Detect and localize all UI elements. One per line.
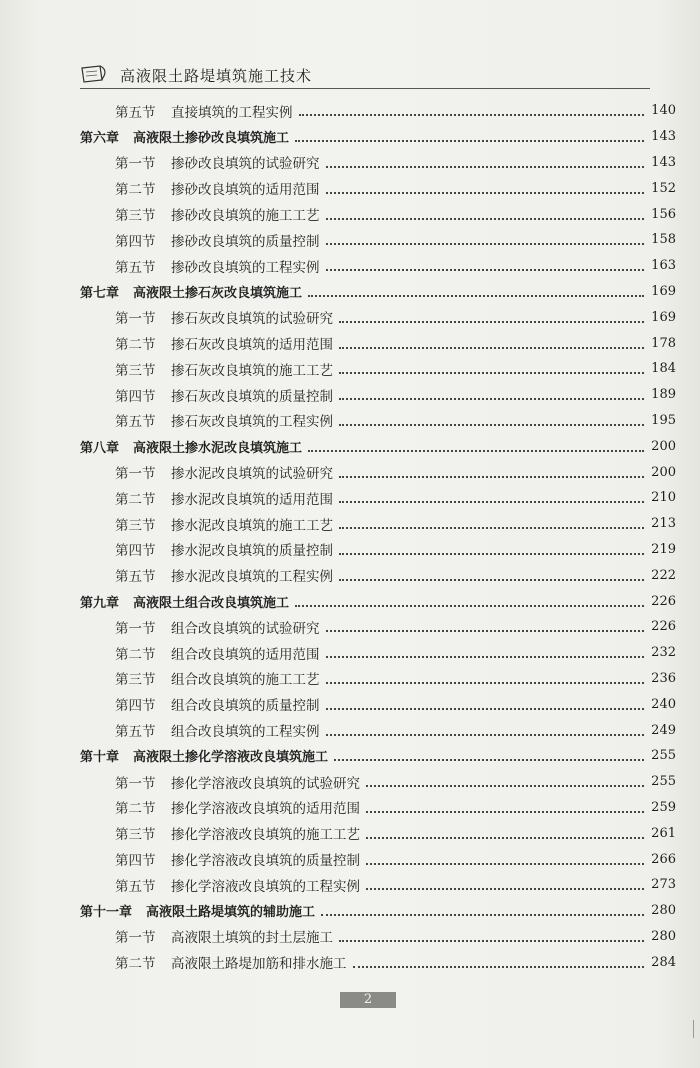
toc-entry-page: 280 [651,928,676,944]
dot-leader [339,552,644,555]
toc-entry-page: 226 [651,593,676,609]
toc-section-row [80,640,676,666]
toc-entry-number: 第二节 [115,182,156,199]
toc-entry-title: 掺石灰改良填筑的试验研究 [171,311,333,328]
toc-section-row [80,227,676,253]
toc-entry-number: 第六章 [80,131,120,147]
toc-section-row [80,795,676,821]
toc-entry-number: 第五节 [115,724,156,741]
dot-leader [339,371,644,374]
toc-entry-number: 第九章 [80,595,120,611]
toc-section-row [80,408,676,434]
toc-entry-number: 第五节 [115,414,156,431]
toc-entry-title: 掺砂改良填筑的适用范围 [171,182,320,199]
dot-leader [326,242,645,245]
dot-leader [339,423,644,426]
toc-entry-number: 第一节 [115,156,156,173]
toc-section-row [80,98,676,124]
toc-entry-page: 189 [651,387,676,403]
toc-chapter-row [80,279,676,305]
toc-entry-title: 高液限土掺化学溶液改良填筑施工 [133,750,329,766]
toc-entry-number: 第二节 [115,646,156,663]
toc-entry-number: 第二节 [115,491,156,508]
toc-entry-page: 259 [651,799,676,815]
toc-entry-title: 掺石灰改良填筑的施工工艺 [171,362,333,379]
header-divider [80,88,650,89]
toc-entry-title: 高液限土填筑的封土层施工 [171,930,333,947]
toc-entry-title: 掺砂改良填筑的施工工艺 [171,208,320,225]
toc-entry-page: 236 [651,670,676,686]
toc-entry-title: 掺砂改良填筑的试验研究 [171,156,320,173]
toc-entry-page: 178 [651,335,676,351]
toc-section-row [80,150,676,176]
dot-leader [339,500,644,503]
toc-entry-title: 掺石灰改良填筑的工程实例 [171,414,333,431]
toc-section-row [80,511,676,537]
toc-entry-title: 掺砂改良填筑的质量控制 [171,233,320,250]
toc-entry-number: 第四节 [115,698,156,715]
toc-entry-number: 第八章 [80,440,120,456]
toc-entry-page: 232 [651,645,676,661]
toc-section-row [80,717,676,743]
toc-entry-title: 组合改良填筑的试验研究 [171,620,320,637]
toc-entry-number: 第十一章 [80,905,133,921]
dot-leader [339,475,644,478]
toc-entry-title: 掺砂改良填筑的工程实例 [171,259,320,276]
toc-chapter-row [80,743,676,769]
toc-entry-page: 169 [651,283,676,299]
toc-entry-title: 掺化学溶液改良填筑的施工工艺 [171,827,360,844]
dot-leader [326,165,645,168]
dot-leader [308,449,644,452]
toc-entry-number: 第三节 [115,672,156,689]
toc-entry-page: 143 [651,129,676,145]
toc-chapter-row [80,898,676,924]
dot-leader [366,836,644,839]
toc-entry-title: 组合改良填筑的质量控制 [171,698,320,715]
toc-entry-number: 第一节 [115,466,156,483]
running-header [80,62,650,88]
toc-entry-page: 249 [651,722,676,738]
toc-entry-number: 第二节 [115,801,156,818]
toc-entry-page: 140 [651,103,676,119]
dot-leader [353,965,645,968]
toc-entry-page: 266 [651,851,676,867]
toc-entry-page: 156 [651,206,676,222]
toc-section-row [80,537,676,563]
toc-section-row [80,201,676,227]
dot-leader [366,810,644,813]
dot-leader [326,707,645,710]
toc-entry-page: 184 [651,361,676,377]
toc-entry-title: 高液限土掺水泥改良填筑施工 [133,440,303,456]
dot-leader [366,887,644,890]
dot-leader [326,655,645,658]
toc-entry-number: 第一节 [115,620,156,637]
toc-entry-title: 掺化学溶液改良填筑的质量控制 [171,853,360,869]
toc-chapter-row [80,588,676,614]
toc-entry-title: 掺水泥改良填筑的适用范围 [171,491,333,508]
toc-entry-title: 高液限土组合改良填筑施工 [133,595,290,611]
dot-leader [321,913,644,916]
toc-entry-page: 158 [651,232,676,248]
dot-leader [334,758,644,761]
toc-entry-number: 第四节 [115,543,156,560]
dot-leader [339,346,644,349]
dot-leader [308,294,644,297]
toc-section-row [80,666,676,692]
toc-entry-page: 210 [651,490,676,506]
table-of-contents [80,98,676,975]
toc-entry-number: 第五节 [115,569,156,586]
toc-entry-page: 213 [651,516,676,532]
dot-leader [366,862,644,865]
toc-entry-title: 组合改良填筑的施工工艺 [171,672,320,689]
toc-entry-number: 第二节 [115,956,156,973]
toc-entry-number: 第二节 [115,337,156,354]
toc-entry-number: 第三节 [115,517,156,534]
toc-section-row [80,614,676,640]
page-edge-mark [693,1020,694,1038]
dot-leader [326,629,645,632]
dot-leader [339,320,644,323]
toc-entry-title: 掺化学溶液改良填筑的试验研究 [171,775,360,792]
toc-section-row [80,924,676,950]
dot-leader [326,191,645,194]
toc-entry-number: 第七章 [80,285,120,301]
toc-entry-page: 284 [651,954,676,970]
toc-section-row [80,485,676,511]
toc-section-row [80,356,676,382]
toc-entry-title: 高液限土路堤填筑的辅助施工 [146,905,316,921]
toc-entry-number: 第十章 [80,750,120,766]
toc-entry-number: 第三节 [115,362,156,379]
toc-entry-page: 255 [651,748,676,764]
toc-entry-page: 222 [651,567,676,583]
toc-entry-page: 143 [651,154,676,170]
book-page-icon [80,64,112,84]
toc-entry-page: 261 [651,825,676,841]
page-number: 2 [340,992,396,1008]
toc-entry-page: 200 [651,438,676,454]
toc-entry-number: 第一节 [115,311,156,328]
toc-entry-page: 152 [651,180,676,196]
toc-entry-page: 226 [651,619,676,635]
toc-entry-page: 255 [651,774,676,790]
dot-leader [326,268,645,271]
toc-entry-number: 第五节 [115,104,156,121]
toc-entry-title: 组合改良填筑的工程实例 [171,724,320,741]
toc-section-row [80,769,676,795]
toc-entry-number: 第一节 [115,930,156,947]
toc-entry-title: 掺水泥改良填筑的工程实例 [171,569,333,586]
toc-entry-number: 第五节 [115,878,156,895]
dot-leader [326,733,645,736]
toc-section-row [80,820,676,846]
toc-entry-page: 219 [651,541,676,557]
toc-entry-page: 273 [651,877,676,893]
toc-entry-title: 高液限土掺砂改良填筑施工 [133,131,290,147]
dot-leader [339,939,644,942]
toc-entry-title: 直接填筑的工程实例 [171,104,293,121]
toc-entry-title: 高液限土掺石灰改良填筑施工 [133,285,303,301]
toc-entry-title: 掺水泥改良填筑的试验研究 [171,466,333,483]
toc-section-row [80,304,676,330]
toc-chapter-row [80,124,676,150]
toc-entry-number: 第三节 [115,827,156,844]
dot-leader [339,526,644,529]
toc-entry-title: 掺化学溶液改良填筑的适用范围 [171,801,360,818]
toc-section-row [80,382,676,408]
dot-leader [339,578,644,581]
toc-entry-title: 掺水泥改良填筑的质量控制 [171,543,333,560]
dot-leader [326,681,645,684]
dot-leader [339,397,644,400]
toc-entry-page: 169 [651,309,676,325]
toc-entry-number: 第五节 [115,259,156,276]
dot-leader [366,784,644,787]
toc-entry-page: 200 [651,464,676,480]
dot-leader [295,604,644,607]
toc-section-row [80,562,676,588]
toc-entry-number: 第四节 [115,388,156,405]
toc-entry-number: 第四节 [115,233,156,250]
toc-entry-title: 掺水泥改良填筑的施工工艺 [171,517,333,534]
toc-entry-page: 240 [651,696,676,712]
toc-entry-title: 高液限土路堤加筋和排水施工 [171,956,347,973]
toc-entry-page: 280 [651,903,676,919]
dot-leader [299,113,645,116]
toc-entry-number: 第一节 [115,775,156,792]
toc-section-row [80,175,676,201]
toc-section-row [80,691,676,717]
toc-section-row [80,330,676,356]
toc-section-row [80,459,676,485]
toc-section-row [80,846,676,872]
toc-section-row [80,949,676,975]
toc-entry-title: 掺石灰改良填筑的适用范围 [171,337,333,354]
toc-entry-page: 163 [651,258,676,274]
book-title: 高液限土路堤填筑施工技术 [120,67,313,85]
toc-entry-number: 第四节 [115,853,156,869]
dot-leader [295,139,644,142]
toc-entry-page: 195 [651,412,676,428]
toc-entry-title: 掺石灰改良填筑的质量控制 [171,388,333,405]
dot-leader [326,217,645,220]
toc-entry-title: 掺化学溶液改良填筑的工程实例 [171,878,360,895]
toc-section-row [80,872,676,898]
toc-entry-number: 第三节 [115,208,156,225]
toc-section-row [80,253,676,279]
toc-entry-title: 组合改良填筑的适用范围 [171,646,320,663]
toc-chapter-row [80,433,676,459]
